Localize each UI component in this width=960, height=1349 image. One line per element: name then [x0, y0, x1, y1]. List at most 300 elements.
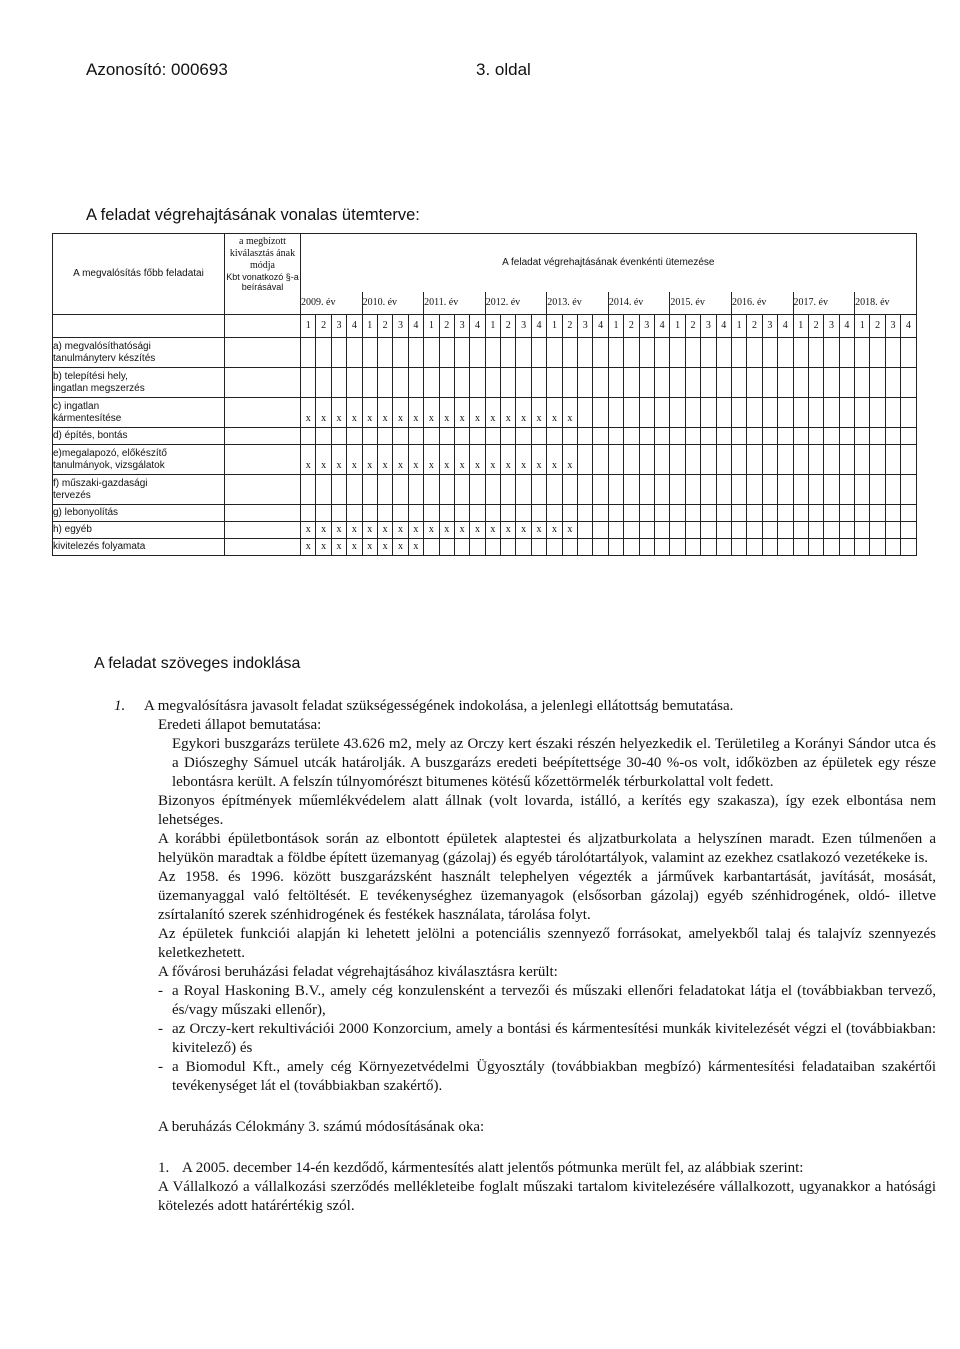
schedule-cell	[870, 428, 885, 445]
quarter-label: 1	[305, 320, 311, 331]
schedule-cell	[808, 522, 823, 539]
schedule-cell	[531, 475, 546, 505]
schedule-cell	[824, 475, 839, 505]
schedule-mark: x	[336, 413, 342, 424]
list-item	[94, 1058, 936, 1096]
years-header-text: A feladat végrehajtásának évenkénti ütemezése	[502, 257, 715, 268]
schedule-cell	[347, 505, 362, 522]
schedule-cell	[408, 428, 423, 445]
schedule-cell	[608, 539, 623, 556]
schedule-cell	[685, 338, 700, 368]
schedule-cell	[778, 428, 793, 445]
schedule-cell	[824, 398, 839, 428]
schedule-cell	[454, 505, 469, 522]
quarter-header	[331, 315, 346, 338]
schedule-cell	[870, 475, 885, 505]
schedule-cell	[778, 338, 793, 368]
schedule-mark: x	[551, 413, 557, 424]
tasks-header-text: A megvalósítás főbb feladatai	[73, 268, 204, 279]
schedule-cell	[824, 522, 839, 539]
schedule-cell	[347, 338, 362, 368]
schedule-cell	[516, 522, 531, 539]
schedule-cell	[531, 338, 546, 368]
task-label-line1: d) építés, bontás	[53, 430, 128, 441]
quarter-header	[593, 315, 608, 338]
schedule-cell	[670, 522, 685, 539]
year-label: 2014. év	[608, 297, 644, 308]
schedule-cell	[377, 475, 392, 505]
schedule-cell	[885, 522, 900, 539]
schedule-cell	[608, 428, 623, 445]
task-row	[53, 539, 917, 556]
schedule-cell	[670, 368, 685, 398]
task-label-line1: f) műszaki-gazdasági	[53, 477, 148, 489]
schedule-cell	[762, 522, 777, 539]
schedule-cell	[885, 338, 900, 368]
schedule-cell	[316, 522, 331, 539]
schedule-cell	[485, 368, 500, 398]
schedule-cell	[731, 522, 746, 539]
schedule-cell	[808, 505, 823, 522]
mode-header-line2: Kbt vonatkozó §-a beírásával	[226, 272, 299, 292]
schedule-cell	[701, 505, 716, 522]
schedule-cell	[547, 428, 562, 445]
quarter-header	[716, 315, 731, 338]
schedule-cell	[377, 338, 392, 368]
schedule-cell	[701, 338, 716, 368]
quarter-label: 1	[367, 320, 373, 331]
schedule-cell	[824, 338, 839, 368]
schedule-cell	[347, 445, 362, 475]
schedule-cell	[793, 539, 808, 556]
quarter-header	[855, 315, 870, 338]
quarter-label: 2	[567, 320, 573, 331]
schedule-mark: x	[305, 460, 311, 471]
list-item-text: a Royal Haskoning B.V., amely cég konzulensként a tervezői és műszaki ellenőri feladatokat látja el (továbbiakban tervező, és/vagy műszaki ellenőr),	[172, 983, 936, 1018]
schedule-cell	[485, 539, 500, 556]
schedule-cell	[855, 475, 870, 505]
schedule-cell	[654, 445, 669, 475]
schedule-cell	[885, 368, 900, 398]
item-number: 1.	[114, 698, 126, 714]
year-label: 2018. év	[855, 297, 890, 308]
list-item-text: a Biomodul Kft., amely cég Környezetvédelmi Ügyosztály (továbbiakban megbízó) kármentesítési feladataiban szakértői tevékenységet lát el (továbbiakban szakértő).	[172, 1059, 936, 1094]
schedule-mark: x	[336, 541, 342, 552]
task-row	[53, 445, 917, 475]
schedule-cell	[501, 505, 516, 522]
schedule-cell	[701, 368, 716, 398]
schedule-cell	[331, 428, 346, 445]
schedule-mark: x	[367, 541, 373, 552]
schedule-cell	[885, 539, 900, 556]
schedule-cell	[562, 338, 577, 368]
quarter-label: 1	[675, 320, 681, 331]
task-label	[53, 398, 225, 428]
schedule-cell	[608, 522, 623, 539]
schedule-mark: x	[367, 460, 373, 471]
schedule-mark: x	[444, 524, 450, 535]
schedule-mark: x	[428, 413, 434, 424]
quarter-header	[670, 315, 685, 338]
schedule-cell	[347, 428, 362, 445]
schedule-cell	[531, 398, 546, 428]
task-label-line1: kivitelezés folyamata	[53, 541, 146, 552]
quarter-label: 1	[490, 320, 496, 331]
year-header	[485, 292, 547, 315]
schedule-cell	[516, 475, 531, 505]
schedule-cell	[608, 398, 623, 428]
list-dash: -	[158, 983, 163, 999]
schedule-cell	[547, 505, 562, 522]
schedule-mark: x	[521, 413, 527, 424]
schedule-cell	[685, 428, 700, 445]
year-header	[424, 292, 486, 315]
schedule-cell	[424, 428, 439, 445]
schedule-cell	[301, 522, 316, 539]
list-item-text: az Orczy-kert rekultivációi 2000 Konzorcium, amely a bontási és kármentesítési munkák kivitelezését végzi el (továbbiakban: kivitelező) és	[172, 1021, 936, 1056]
schedule-cell	[362, 505, 377, 522]
quarter-label: 2	[444, 320, 450, 331]
schedule-mark: x	[351, 524, 357, 535]
schedule-cell	[331, 445, 346, 475]
schedule-mark: x	[490, 413, 496, 424]
schedule-cell	[762, 398, 777, 428]
schedule-cell	[778, 505, 793, 522]
schedule-cell	[824, 539, 839, 556]
schedule-cell	[624, 505, 639, 522]
schedule-cell	[547, 445, 562, 475]
paragraph	[94, 925, 936, 963]
schedule-cell	[747, 505, 762, 522]
schedule-cell	[885, 505, 900, 522]
schedule-cell	[793, 445, 808, 475]
schedule-cell	[716, 398, 731, 428]
schedule-cell	[716, 475, 731, 505]
schedule-cell	[747, 398, 762, 428]
paragraph-text: Az épületek funkciói alapján ki lehetett jelölni a potenciális szennyező forrásokat, amelyekből talaj és talajvíz szennyezés keletkezhetett.	[158, 926, 936, 961]
task-label-line2: tanulmányterv készítés	[53, 352, 156, 364]
schedule-cell	[485, 505, 500, 522]
schedule-cell	[301, 398, 316, 428]
paragraph-text: A Vállalkozó a vállalkozási szerződés mellékleteibe foglalt műszaki tartalom kivitelezésére vállalkozott, ugyanakkor a hatósági kötelezés adott határértékig szól.	[158, 1179, 936, 1214]
item-1	[94, 697, 936, 716]
year-label: 2015. év	[670, 297, 705, 308]
schedule-cell	[301, 539, 316, 556]
schedule-cell	[639, 539, 654, 556]
document-id: Azonosító: 000693	[86, 60, 228, 79]
schedule-mark: x	[398, 413, 404, 424]
schedule-cell	[316, 368, 331, 398]
schedule-cell	[408, 475, 423, 505]
task-row	[53, 398, 917, 428]
quarter-label: 3	[828, 320, 834, 331]
schedule-cell	[701, 522, 716, 539]
schedule-cell	[424, 505, 439, 522]
quarter-header	[731, 315, 746, 338]
schedule-cell	[331, 368, 346, 398]
schedule-cell	[670, 505, 685, 522]
quarter-header	[578, 315, 593, 338]
schedule-cell	[593, 539, 608, 556]
schedule-cell	[670, 445, 685, 475]
schedule-cell	[393, 475, 408, 505]
paragraph-text: A fővárosi beruházási feladat végrehajtásához kiválasztásra került:	[158, 964, 558, 980]
schedule-cell	[393, 522, 408, 539]
schedule-mark: x	[382, 541, 388, 552]
schedule-cell	[439, 428, 454, 445]
mode-cell	[225, 539, 301, 556]
schedule-cell	[578, 522, 593, 539]
task-row	[53, 368, 917, 398]
quarter-label: 3	[890, 320, 896, 331]
year-header	[731, 292, 793, 315]
schedule-cell	[347, 398, 362, 428]
schedule-cell	[901, 522, 916, 539]
quarter-header	[654, 315, 669, 338]
schedule-cell	[793, 428, 808, 445]
schedule-cell	[762, 475, 777, 505]
schedule-mark: x	[459, 460, 465, 471]
schedule-cell	[531, 505, 546, 522]
state-heading: Eredeti állapot bemutatása:	[158, 717, 322, 733]
schedule-cell	[624, 522, 639, 539]
schedule-cell	[808, 445, 823, 475]
schedule-mark: x	[305, 524, 311, 535]
schedule-cell	[670, 539, 685, 556]
schedule-mark: x	[536, 460, 542, 471]
schedule-cell	[793, 338, 808, 368]
schedule-mark: x	[567, 460, 573, 471]
schedule-cell	[793, 522, 808, 539]
schedule-cell	[716, 428, 731, 445]
quarter-header	[639, 315, 654, 338]
schedule-cell	[870, 445, 885, 475]
task-label	[53, 505, 225, 522]
schedule-cell	[301, 505, 316, 522]
paragraph-text: Az 1958. és 1996. között buszgarázsként használt telephelyen végezték a járművek karbantartását, javítását, mosását, üzemanyaggal való feltöltését. E tevékenységhez üzemanyagok (elsősorban gázolaj) egyéb szénhidrogének, oldó- illetve zsírtalanító szerek szénhidrogének és festékek használata, tárolása folyt.	[158, 869, 936, 923]
quarter-header	[701, 315, 716, 338]
schedule-mark: x	[336, 460, 342, 471]
year-header	[855, 292, 917, 315]
schedule-cell	[747, 338, 762, 368]
schedule-mark: x	[305, 541, 311, 552]
quarter-label: 1	[428, 320, 434, 331]
year-header	[670, 292, 732, 315]
quarter-header	[470, 315, 485, 338]
schedule-cell	[762, 505, 777, 522]
schedule-cell	[424, 475, 439, 505]
schedule-cell	[839, 368, 854, 398]
schedule-mark: x	[351, 413, 357, 424]
schedule-cell	[624, 338, 639, 368]
schedule-cell	[839, 505, 854, 522]
schedule-cell	[608, 475, 623, 505]
schedule-mark: x	[567, 524, 573, 535]
schedule-cell	[454, 398, 469, 428]
schedule-cell	[393, 338, 408, 368]
schedule-cell	[470, 445, 485, 475]
mode-cell	[225, 338, 301, 368]
schedule-cell	[839, 522, 854, 539]
schedule-cell	[716, 539, 731, 556]
mode-cell	[225, 428, 301, 445]
schedule-cell	[501, 338, 516, 368]
schedule-cell	[454, 475, 469, 505]
schedule-cell	[778, 368, 793, 398]
schedule-cell	[870, 522, 885, 539]
quarter-header	[547, 315, 562, 338]
schedule-cell	[531, 539, 546, 556]
schedule-cell	[716, 338, 731, 368]
schedule-cell	[654, 428, 669, 445]
schedule-cell	[393, 539, 408, 556]
quarter-label: 3	[521, 320, 527, 331]
task-label-line1: g) lebonyolítás	[53, 507, 119, 518]
quarter-header	[762, 315, 777, 338]
schedule-cell	[547, 338, 562, 368]
schedule-cell	[501, 445, 516, 475]
schedule-cell	[547, 368, 562, 398]
year-header	[793, 292, 855, 315]
schedule-cell	[501, 522, 516, 539]
paragraph-text: A beruházás Célokmány 3. számú módosításának oka:	[158, 1119, 485, 1135]
schedule-cell	[408, 398, 423, 428]
schedule-cell	[747, 428, 762, 445]
schedule-cell	[578, 338, 593, 368]
schedule-cell	[424, 338, 439, 368]
quarter-header	[454, 315, 469, 338]
schedule-mark: x	[428, 460, 434, 471]
quarter-label: 3	[767, 320, 773, 331]
schedule-cell	[731, 338, 746, 368]
schedule-cell	[839, 428, 854, 445]
schedule-cell	[855, 539, 870, 556]
schedule-mark: x	[428, 524, 434, 535]
task-row	[53, 338, 917, 368]
task-label-line2: kármentesítése	[53, 412, 122, 424]
schedule-cell	[531, 368, 546, 398]
task-label	[53, 445, 225, 475]
year-label: 2009. év	[301, 297, 336, 308]
schedule-cell	[516, 338, 531, 368]
schedule-cell	[654, 398, 669, 428]
schedule-mark: x	[474, 413, 480, 424]
quarter-label: 4	[721, 320, 727, 331]
schedule-cell	[316, 428, 331, 445]
schedule-cell	[901, 505, 916, 522]
schedule-cell	[454, 445, 469, 475]
schedule-cell	[901, 398, 916, 428]
schedule-mark: x	[367, 413, 373, 424]
schedule-cell	[439, 539, 454, 556]
quarter-label: 4	[782, 320, 788, 331]
quarter-label: 1	[736, 320, 742, 331]
mode-cell	[225, 445, 301, 475]
quarter-label: 4	[413, 320, 419, 331]
schedule-cell	[408, 539, 423, 556]
year-header	[301, 292, 363, 315]
schedule-cell	[516, 505, 531, 522]
justification-section	[94, 654, 936, 1216]
schedule-cell	[639, 368, 654, 398]
schedule-mark: x	[367, 524, 373, 535]
schedule-cell	[485, 522, 500, 539]
quarter-header	[793, 315, 808, 338]
schedule-title: A feladat végrehajtásának vonalas ütemterve:	[86, 206, 420, 224]
blank-cell	[225, 315, 301, 338]
schedule-cell	[624, 475, 639, 505]
schedule-cell	[485, 475, 500, 505]
schedule-cell	[870, 338, 885, 368]
schedule-cell	[362, 475, 377, 505]
quarter-label: 3	[582, 320, 588, 331]
schedule-cell	[408, 522, 423, 539]
schedule-cell	[424, 445, 439, 475]
quarter-label: 2	[382, 320, 388, 331]
quarter-header	[870, 315, 885, 338]
schedule-cell	[885, 428, 900, 445]
schedule-cell	[593, 398, 608, 428]
schedule-cell	[593, 368, 608, 398]
schedule-mark: x	[474, 524, 480, 535]
schedule-cell	[578, 475, 593, 505]
year-label: 2013. év	[547, 297, 582, 308]
schedule-cell	[839, 445, 854, 475]
schedule-cell	[424, 522, 439, 539]
quarter-header	[347, 315, 362, 338]
quarter-header	[316, 315, 331, 338]
schedule-cell	[639, 428, 654, 445]
schedule-cell	[485, 398, 500, 428]
schedule-mark: x	[536, 413, 542, 424]
schedule-cell	[301, 428, 316, 445]
quarter-header	[808, 315, 823, 338]
schedule-cell	[654, 338, 669, 368]
schedule-cell	[901, 338, 916, 368]
schedule-cell	[408, 368, 423, 398]
schedule-cell	[562, 368, 577, 398]
schedule-cell	[331, 398, 346, 428]
schedule-cell	[747, 368, 762, 398]
paragraph-text: A 2005. december 14-én kezdődő, kármentesítés alatt jelentős pótmunka merült fel, az alábbiak szerint:	[182, 1160, 804, 1176]
schedule-cell	[562, 428, 577, 445]
schedule-cell	[454, 522, 469, 539]
schedule-cell	[778, 522, 793, 539]
schedule-cell	[624, 398, 639, 428]
schedule-mark: x	[444, 460, 450, 471]
schedule-cell	[762, 368, 777, 398]
schedule-cell	[593, 522, 608, 539]
quarter-label: 3	[459, 320, 465, 331]
schedule-cell	[747, 539, 762, 556]
paragraph	[94, 830, 936, 868]
schedule-cell	[716, 522, 731, 539]
quarter-header	[531, 315, 546, 338]
quarter-header	[747, 315, 762, 338]
schedule-cell	[470, 338, 485, 368]
schedule-cell	[301, 445, 316, 475]
task-label-line1: h) egyéb	[53, 524, 92, 535]
paragraph	[94, 868, 936, 925]
year-label: 2010. év	[362, 297, 398, 308]
schedule-cell	[439, 475, 454, 505]
schedule-mark: x	[321, 541, 327, 552]
schedule-cell	[578, 398, 593, 428]
schedule-cell	[731, 428, 746, 445]
schedule-cell	[362, 398, 377, 428]
schedule-cell	[778, 398, 793, 428]
schedule-cell	[685, 445, 700, 475]
